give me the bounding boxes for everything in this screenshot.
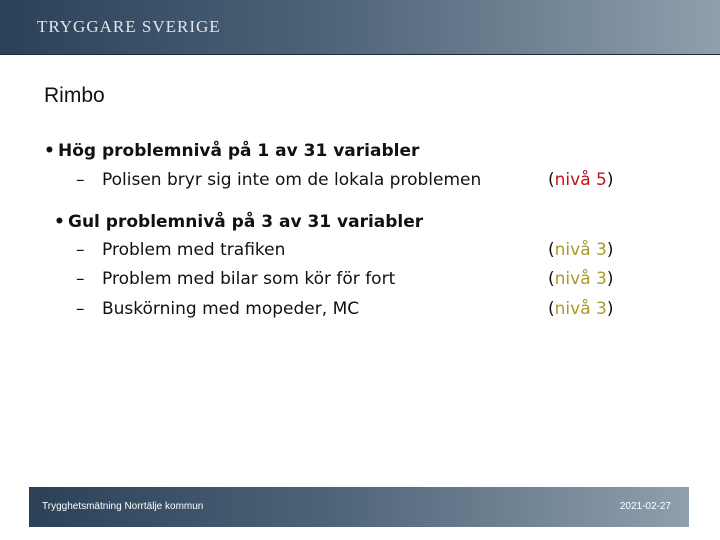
header-bar xyxy=(0,0,720,55)
bullet-heading-high xyxy=(44,140,419,162)
level-number: 5 xyxy=(596,170,607,190)
bullet-heading-yellow xyxy=(54,211,423,233)
level-paren-open: ( xyxy=(548,170,555,190)
level-paren-close: ) xyxy=(606,170,614,190)
dash-icon: – xyxy=(76,240,85,260)
footer-bar xyxy=(29,487,689,527)
dash-icon: – xyxy=(76,269,85,289)
list-item xyxy=(76,298,359,320)
footer-source: Trygghetsmätning Norrtälje kommun xyxy=(42,501,204,512)
level-paren-close: ) xyxy=(606,269,614,289)
list-item xyxy=(76,268,395,290)
level-paren-open: ( xyxy=(548,269,555,289)
level-label xyxy=(548,239,614,261)
level-paren-open: ( xyxy=(548,240,555,260)
footer-date: 2021-02-27 xyxy=(619,501,671,512)
level-paren-open: ( xyxy=(548,299,555,319)
level-word: nivå xyxy=(554,240,591,260)
level-number: 3 xyxy=(596,269,607,289)
list-item-text: Problem med bilar som kör för fort xyxy=(102,269,396,289)
dash-icon: – xyxy=(76,170,85,190)
bullet-dot-icon: • xyxy=(44,141,55,161)
level-label xyxy=(548,169,614,191)
list-item xyxy=(76,169,481,191)
level-label xyxy=(548,268,614,290)
bullet-heading-text: Gul problemnivå på 3 av 31 variabler xyxy=(68,212,424,232)
level-word: nivå xyxy=(554,269,591,289)
level-paren-close: ) xyxy=(606,240,614,260)
list-item-text: Problem med trafiken xyxy=(102,240,286,260)
level-number: 3 xyxy=(596,299,607,319)
level-paren-close: ) xyxy=(606,299,614,319)
level-number: 3 xyxy=(596,240,607,260)
list-item-text: Buskörning med mopeder, MC xyxy=(102,299,360,319)
level-label xyxy=(548,298,614,320)
bullet-dot-icon: • xyxy=(54,212,65,232)
dash-icon: – xyxy=(76,299,85,319)
slide-title: Rimbo xyxy=(44,84,105,107)
list-item-text: Polisen bryr sig inte om de lokala problemen xyxy=(102,170,482,190)
level-word: nivå xyxy=(554,299,591,319)
brand-logo: TRYGGARE SVERIGE xyxy=(37,17,221,36)
level-word: nivå xyxy=(554,170,591,190)
bullet-heading-text: Hög problemnivå på 1 av 31 variabler xyxy=(58,141,420,161)
list-item xyxy=(76,239,285,261)
